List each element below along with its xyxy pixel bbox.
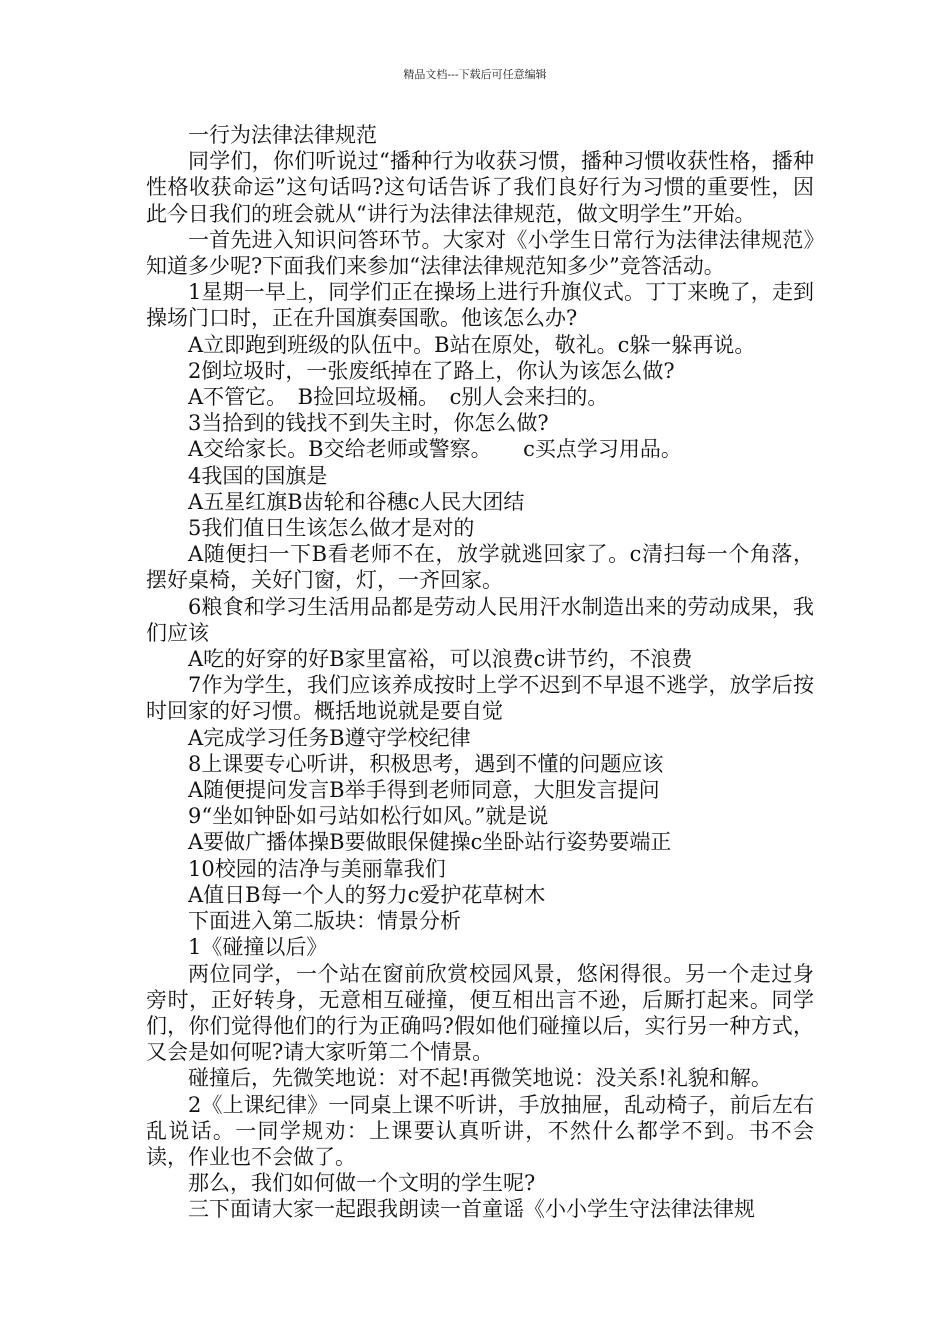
question-1-options: A立即跑到班级的队伍中。B站在原处，敬礼。c躲一躲再说。 bbox=[188, 332, 756, 357]
section-heading: 一行为法律法律规范 bbox=[188, 123, 377, 147]
page-header: 精品文档---下载后可任意编辑 bbox=[403, 68, 547, 81]
scenario-1-title: 1《碰撞以后》 bbox=[188, 935, 328, 960]
question-7-options: A完成学习任务B遵守学校纪律 bbox=[188, 725, 471, 750]
question-2: 2倒垃圾时，一张废纸掉在了路上，你认为该怎么做? bbox=[188, 358, 675, 383]
question-6: 6粮食和学习生活用品都是劳动人民用汗水制造出来的劳动成果，我们应该 bbox=[146, 594, 814, 645]
section-two-heading: 下面进入第二版块：情景分析 bbox=[188, 909, 461, 934]
question-6-options: A吃的好穿的好B家里富裕，可以浪费c讲节约，不浪费 bbox=[188, 647, 693, 672]
intro-paragraph: 同学们，你们听说过“播种行为收获习惯，播种习惯收获性格，播种性格收获命运”这句话吗?这句话告诉了我们良好行为习惯的重要性，因此今日我们的班会就从“讲行为法律法律规范，做文明学生”开始。 bbox=[146, 149, 814, 226]
question-9: 9“坐如钟卧如弓站如松行如风。”就是说 bbox=[188, 804, 549, 829]
section-three-intro: 三下面请大家一起跟我朗读一首童谣《小小学生守法律法律规 bbox=[188, 1197, 755, 1222]
question-4-options: A五星红旗B齿轮和谷穗c人民大团结 bbox=[188, 489, 525, 514]
document-body bbox=[146, 122, 814, 1223]
closing-question: 那么，我们如何做一个文明的学生呢? bbox=[188, 1171, 536, 1196]
question-3-options: A交给家长。B交给老师或警察。 c买点学习用品。 bbox=[188, 437, 682, 462]
quiz-intro-paragraph: 一首先进入知识问答环节。大家对《小学生日常行为法律法律规范》知道多少呢?下面我们来参加“法律法律规范知多少”竞答活动。 bbox=[146, 227, 814, 279]
question-3: 3当拾到的钱找不到失主时，你怎么做? bbox=[188, 411, 549, 436]
question-8-options: A随便提问发言B举手得到老师同意，大胆发言提问 bbox=[188, 778, 660, 803]
question-9-options: A要做广播体操B要做眼保健操c坐卧站行姿势要端正 bbox=[188, 830, 672, 855]
question-10: 10校园的洁净与美丽靠我们 bbox=[188, 856, 446, 881]
question-2-options: A不管它。 B捡回垃圾桶。 c别人会来扫的。 bbox=[188, 385, 609, 410]
question-5-options: A随便扫一下B看老师不在，放学就逃回家了。c清扫每一个角落，摆好桌椅，关好门窗，灯，一齐回家。 bbox=[146, 542, 814, 593]
scenario-1-text: 两位同学，一个站在窗前欣赏校园风景，悠闲得很。另一个走过身旁时，正好转身，无意相互碰撞，便互相出言不逊，后厮打起来。同学们，你们觉得他们的行为正确吗?假如他们碰撞以后，实行另一种方式，又会是如何呢?请大家听第二个情景。 bbox=[146, 961, 814, 1065]
scenario-1-resolution: 碰撞后，先微笑地说：对不起!再微笑地说：没关系!礼貌和解。 bbox=[188, 1066, 772, 1091]
question-4: 4我国的国旗是 bbox=[188, 463, 328, 488]
question-8: 8上课要专心听讲，积极思考，遇到不懂的问题应该 bbox=[188, 751, 664, 776]
question-7: 7作为学生，我们应该养成按时上学不迟到不早退不逃学，放学后按时回家的好习惯。概括地说就是要自觉 bbox=[146, 673, 814, 724]
question-5: 5我们值日生该怎么做才是对的 bbox=[188, 516, 475, 541]
question-1: 1星期一早上，同学们正在操场上进行升旗仪式。丁丁来晚了，走到操场门口时，正在升国旗奏国歌。他该怎么办? bbox=[146, 280, 814, 331]
scenario-2-text: 2《上课纪律》一同桌上课不听讲，手放抽屉，乱动椅子，前后左右乱说话。一同学规劝：上课要认真听讲，不然什么都学不到。书不会读，作业也不会做了。 bbox=[146, 1092, 814, 1169]
question-10-options: A值日B每一个人的努力c爱护花草树木 bbox=[188, 882, 546, 907]
